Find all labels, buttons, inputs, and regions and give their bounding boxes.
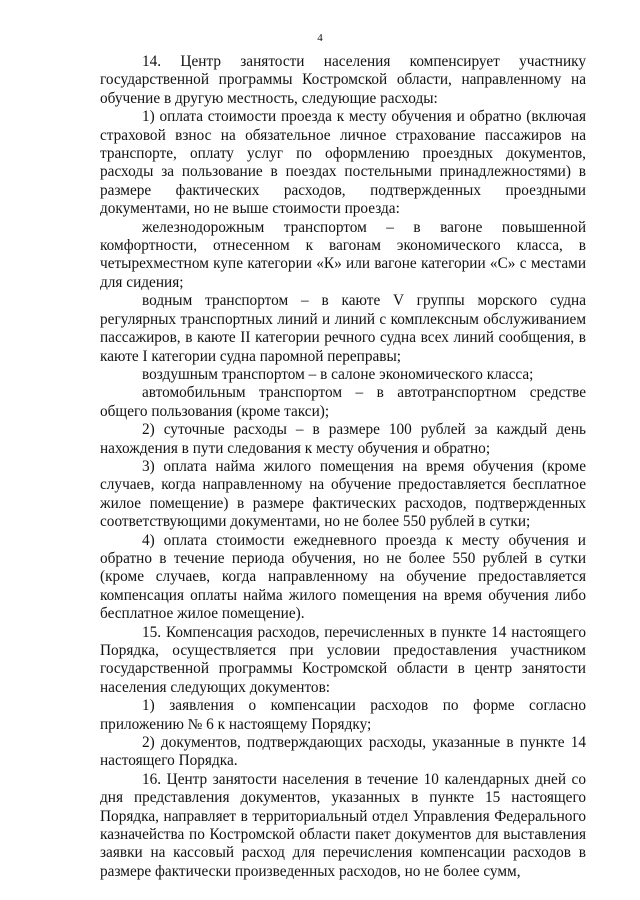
paragraph-road-transport: автомобильным транспортом – в автотранспортном средстве общего пользования (кроме такси);: [100, 384, 586, 420]
paragraph-14: 14. Центр занятости населения компенсирует участнику государственной программы Костромской области, направленному на обучение в другую местность, следующие расходы:: [100, 53, 586, 107]
document-body: [100, 53, 586, 881]
paragraph-14-item-4: 4) оплата стоимости ежедневного проезда к месту обучения и обратно в течение периода обучения, но не более 550 рублей в сутки (кроме случаев, когда направленному на обучение предоставляется компенсация оплаты найма жилого помещения на время обучения либо бесплатное жилое помещение).: [100, 531, 586, 623]
paragraph-14-item-3: 3) оплата найма жилого помещения на время обучения (кроме случаев, когда направленному на обучение предоставляется бесплатное жилое помещение) в размере фактических расходов, подтвержденных соответствующими документами, но не более 550 рублей в сутки;: [100, 457, 586, 531]
paragraph-water-transport: водным транспортом – в каюте V группы морского судна регулярных транспортных линий и линий с комплексным обслуживанием пассажиров, в каюте II категории речного судна всех линий сообщения, в каюте I категории судна паромной переправы;: [100, 292, 586, 365]
paragraph-14-item-1: 1) оплата стоимости проезда к месту обучения и обратно (включая страховой взнос на обязательное личное страхование пассажиров на транспорте, оплату услуг по оформлению проездных документов, расходы за пользование в поездах постельными принадлежностями) в размере фактических расходов, подтвержденных проездными документами, но не выше стоимости проезда:: [100, 108, 586, 218]
paragraph-14-item-2: 2) суточные расходы – в размере 100 рублей за каждый день нахождения в пути следования к месту обучения и обратно;: [100, 421, 586, 457]
paragraph-air-transport: воздушным транспортом – в салоне экономического класса;: [142, 365, 534, 383]
paragraph-rail-transport: железнодорожным транспортом – в вагоне повышенной комфортности, отнесенном к вагонам экономического класса, в четырехместном купе категории «К» или вагоне категории «С» с местами для сидения;: [100, 218, 586, 291]
paragraph-15-item-2: 2) документов, подтверждающих расходы, указанные в пункте 14 настоящего Порядка.: [100, 734, 586, 770]
paragraph-15-item-1: 1) заявления о компенсации расходов по форме согласно приложению № 6 к настоящему Порядку;: [100, 697, 586, 733]
page-number: 4: [317, 32, 323, 44]
paragraph-15: 15. Компенсация расходов, перечисленных в пункте 14 настоящего Порядка, осуществляется при условии предоставления участником государственной программы Костромской области в центр занятости населения следующих документов:: [100, 623, 586, 696]
paragraph-16: 16. Центр занятости населения в течение 10 календарных дней со дня представления документов, указанных в пункте 15 настоящего Порядка, направляет в территориальный отдел Управления Федерального казначейства по Костромской области пакет документов для выставления заявки на кассовый расход для перечисления компенсации расходов в размере фактически произведенных расходов, но не более сумм,: [100, 770, 586, 880]
